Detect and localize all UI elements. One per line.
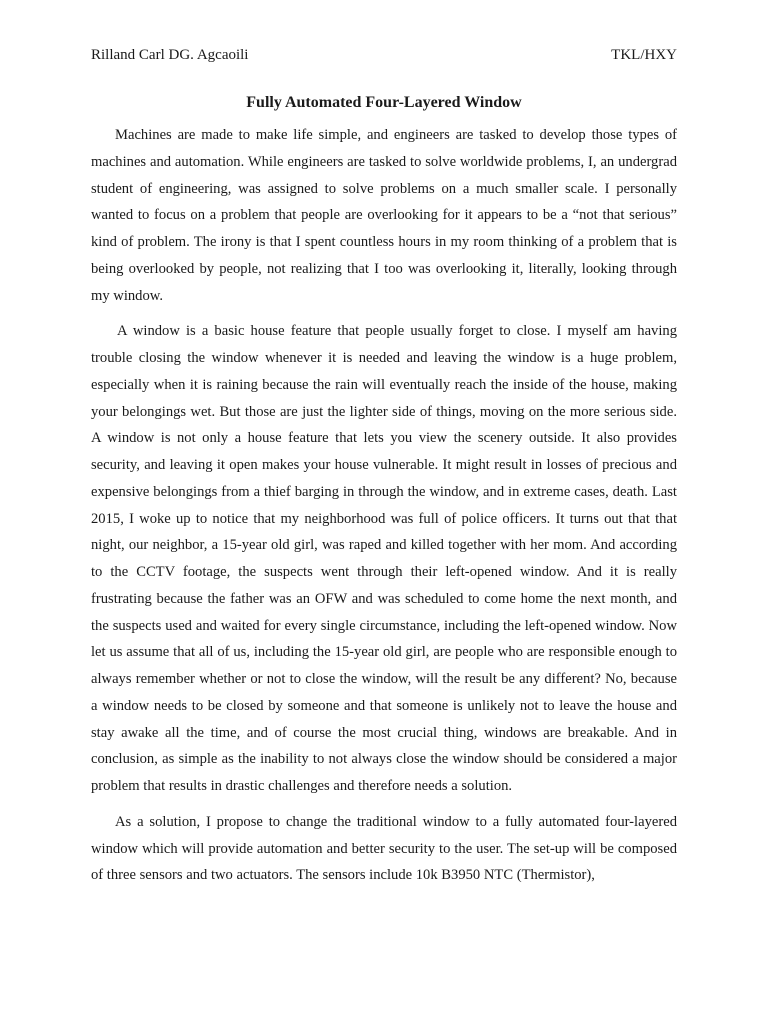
paragraph-intro: Machines are made to make life simple, and engineers are tasked to develop those types of machines and automation. While engineers are tasked to solve worldwide problems, I, an undergrad student of engineering, was assigned to solve problems on a much smaller scale. I personally wanted to focus on a problem that people are overlooking for it appears to be a “not that serious” kind of problem. The irony is that I spent countless hours in my room thinking of a problem that is being overlooked by people, not realizing that I too was overlooking it, literally, looking through my window.: [91, 127, 677, 304]
paragraph-problem: A window is a basic house feature that people usually forget to close. I myself am having trouble closing the window whenever it is needed and leaving the window is a huge problem, especially when it is raining because the rain will eventually reach the inside of the house, making your belongings wet. But those are just the lighter side of things, moving on the more serious side. A window is not only a house feature that lets you view the scenery outside. It also provides security, and leaving it open makes your house vulnerable. It might result in losses of precious and expensive belongings from a thief barging in through the window, and in extreme cases, death. Last 2015, I woke up to notice that my neighborhood was full of police officers. It turns out that that night, our neighbor, a 15-year old girl, was raped and killed together with her mom. And according to the CCTV footage, the suspects went through their left-opened window. And it is really frustrating because the father was an OFW and was scheduled to come home the next month, and the suspects used and waited for every single circumstance, including the left-opened window. Now let us assume that all of us, including the 15-year old girl, are people who are responsible enough to always remember whether or not to close the window, will the result be any different? No, because a window needs to be closed by someone and that someone is unlikely not to leave the house and stay awake all the time, and of course the most crucial thing, windows are breakable. And in conclusion, as simple as the inability to not always close the window should be considered a major problem that results in drastic challenges and therefore needs a solution.: [91, 323, 677, 794]
author-name: Rilland Carl DG. Agcaoili: [91, 47, 249, 63]
document-body: [91, 122, 677, 898]
document-title: Fully Automated Four-Layered Window: [246, 94, 522, 111]
paragraph-solution: As a solution, I propose to change the traditional window to a fully automated four-layered window which will provide automation and better security to the user. The set-up will be composed of three sensors and two actuators. The sensors include 10k B3950 NTC (Thermistor),: [91, 813, 677, 884]
header-code: TKL/HXY: [611, 47, 677, 63]
